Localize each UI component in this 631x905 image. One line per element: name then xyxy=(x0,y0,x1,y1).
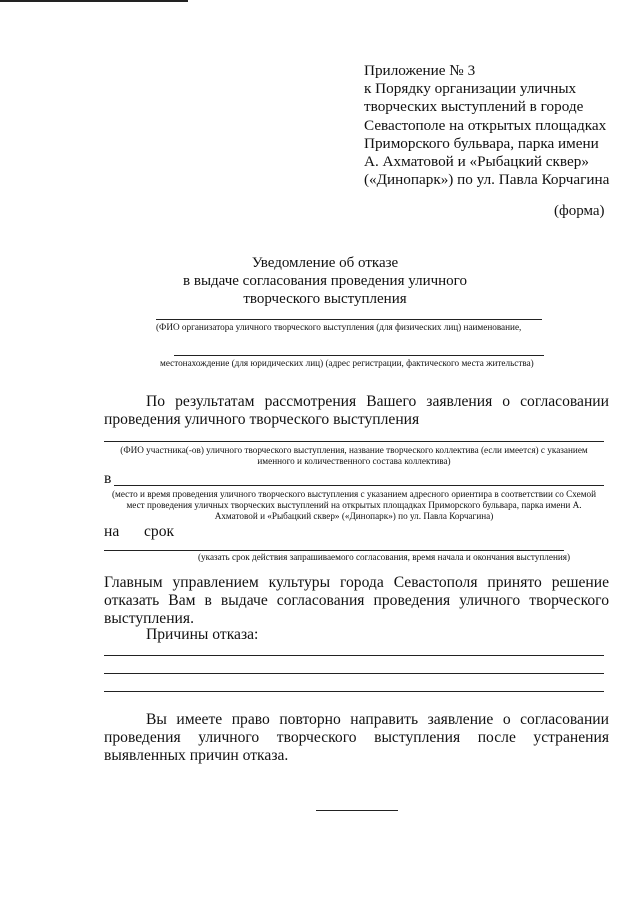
end-line xyxy=(316,810,398,811)
right-note-paragraph: Вы имеете право повторно направить заявление о согласовании проведения уличного творческого выступления после устранения выявленных причин отказа. xyxy=(104,711,609,764)
appendix-line: Приморского бульвара, парка имени xyxy=(364,134,599,152)
reason-line-2 xyxy=(104,673,604,674)
appendix-header xyxy=(364,62,624,189)
appendix-line: к Порядку организации уличных xyxy=(364,80,577,98)
appendix-line: («Динопарк») по ул. Павла Корчагина xyxy=(364,171,610,189)
term-label: срок xyxy=(144,523,175,540)
addressee-caption-1: (ФИО организатора уличного творческого выступления (для физических лиц) наименование, xyxy=(156,322,522,332)
addressee-caption-2: местонахождение (для юридических лиц) (адрес регистрации, фактического места жительства) xyxy=(160,358,534,368)
appendix-line: творческих выступлений в городе xyxy=(364,98,584,116)
title-line: Уведомление об отказе xyxy=(251,255,399,271)
place-prefix: в xyxy=(104,470,112,487)
form-label: (форма) xyxy=(554,203,605,219)
addressee-address-line xyxy=(174,355,544,356)
title-line: в выдаче согласования проведения уличного xyxy=(183,273,467,289)
participant-caption: (ФИО участника(-ов) уличного творческого выступления, название творческого коллектива (если имеется) с указанием именного и количественного состава коллектива) xyxy=(120,445,588,466)
place-line xyxy=(114,485,604,486)
title-line: творческого выступления xyxy=(243,291,407,307)
on-label: на xyxy=(104,523,120,540)
intro-paragraph: По результатам рассмотрения Вашего заявления о согласовании проведения уличного творческого выступления xyxy=(104,393,609,428)
decision-paragraph: Главным управлением культуры города Севастополя принято решение отказать Вам в выдаче согласования проведения уличного творческого выступления. xyxy=(104,574,609,627)
document-title xyxy=(150,254,500,308)
term-caption: (указать срок действия запрашиваемого согласования, время начала и окончания выступления) xyxy=(198,552,571,562)
appendix-line: А. Ахматовой и «Рыбацкий сквер» xyxy=(364,153,589,171)
scan-edge-line xyxy=(0,0,188,2)
reason-line-3 xyxy=(104,691,604,692)
term-line xyxy=(104,550,564,551)
reasons-label: Причины отказа: xyxy=(146,626,259,643)
place-caption: (место и время проведения уличного творческого выступления с указанием адресного ориентира в соответствии со Схемой мест проведения уличных творческих выступлений на открытых площадках Приморского бульвара, парка имени А. Ахматовой и «Рыбацкий сквер» («Динопарк») по ул. Павла Корчагина) xyxy=(111,489,597,521)
appendix-line: Приложение № 3 xyxy=(364,62,476,79)
reason-line-1 xyxy=(104,655,604,656)
appendix-line: Севастополе на открытых площадках xyxy=(364,116,607,134)
addressee-name-line xyxy=(156,319,542,320)
participant-line xyxy=(104,441,604,442)
